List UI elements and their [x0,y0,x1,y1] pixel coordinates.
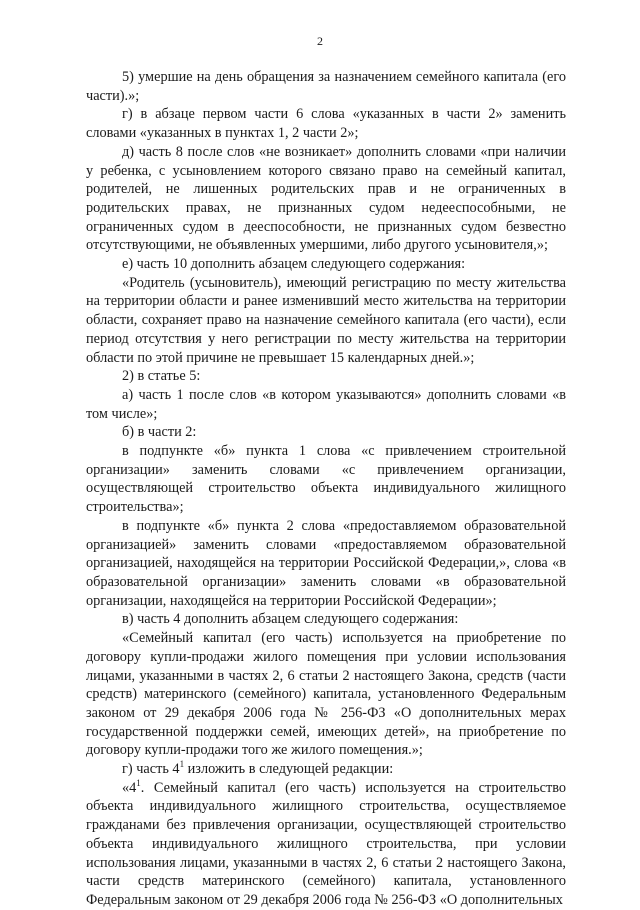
paragraph-article-5: 2) в статье 5: [122,368,201,385]
paragraph-amend-part-10: е) часть 10 дополнить абзацем следующего содержания: [122,256,466,273]
paragraph-subitem-b-1: в подпункте «б» пункта 1 слова «с привлечением строительной организации» заменить словами «с привлечением организации, осуществляющей строительство объекта индивидуального жилищного строительства»; [86,443,566,516]
paragraph-amend-part-4: в) часть 4 дополнить абзацем следующего содержания: [122,611,459,628]
paragraph-amend-part-6: г) в абзаце первом части 6 слова «указанных в части 2» заменить словами «указанных в пунктах 1, 2 части 2»; [86,106,566,142]
paragraph-part-4-1-before: г) часть 4 [122,761,180,778]
paragraph-item-5: 5) умершие на день обращения за назначением семейного капитала (его части).»; [86,69,566,104]
paragraph-quote-4-1-after: . Семейный капитал (его часть) используется на строительство объекта индивидуального жилищного строительства, осуществляемое гражданами без привлечения организации, осуществляющей строительство объекта индивидуального жилищного строительства, при условии использования лицами, указанными в частях 2, 6 статьи 2 настоящего Закона, части средств материнского (семейного) капитала, установленного Федеральным законом от 29 декабря 2006 года № 256-ФЗ «О дополнительных [86,779,566,908]
superscript-1: 1 [136,777,141,788]
paragraph-subitem-b-2: в подпункте «б» пункта 2 слова «предоставляемом образовательной организацией» заменить словами «предоставляемом образовательной организацией, находящейся на территории Российской Федерации,», слова «в образовательной организации» заменить словами «в образовательной организации, находящейся на территории Российской Федерации»; [86,517,566,609]
paragraph-quote-4-1 [86,779,566,910]
paragraph-quote-parent: «Родитель (усыновитель), имеющий регистрацию по месту жительства на территории области и ранее изменивший место жительства на территории области, сохраняет право на назначение семейного капитала (его части), если период отсутствия у него регистрации по месту жительства на территории области по этой причине не превышает 15 календарных дней.»; [86,274,566,366]
paragraph-amend-part-8: д) часть 8 после слов «не возникает» дополнить словами «при наличии у ребенка, с усыновлением которого связано право на семейный капитал, родителей, не лишенных родительских прав и не ограниченных в родительских правах, не признанных судом недееспособными, не ограниченных судом в дееспособности, не признанных судом безвестно отсутствующими, не объявленных умершими, либо другого усыновителя,»; [86,143,566,254]
superscript-1: 1 [179,759,185,770]
paragraph-quote-4-1-before: «4 [122,779,137,796]
paragraph-part-4-1-after: изложить в следующей редакции: [184,761,394,778]
document-body [86,68,566,910]
paragraph-part-4-1 [86,760,566,779]
paragraph-part-2: б) в части 2: [122,424,197,441]
paragraph-quote-family-capital: «Семейный капитал (его часть) используется на приобретение по договору купли-продажи жилого помещения при условии использования лицами, указанными в частях 2, 6 статьи 2 настоящего Закона, средств (части средств) материнского (семейного) капитала, установленного Федеральным законом от 29 декабря 2006 года № 256-ФЗ «О дополнительных мерах государственной поддержки семей, имеющих детей», на приобретение по договору купли-продажи того же жилого помещения.»; [86,630,566,759]
page-number: 2 [317,34,323,48]
paragraph-amend-part-1: а) часть 1 после слов «в котором указываются» дополнить словами «в том числе»; [86,386,566,422]
